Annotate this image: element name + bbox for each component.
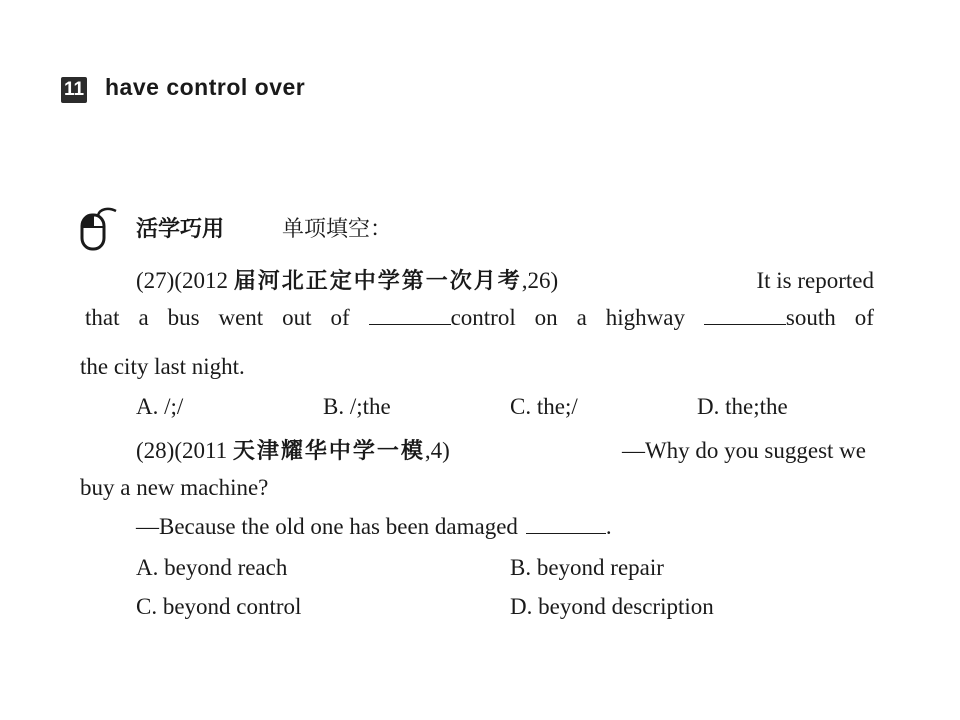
q27-word: a [576,305,587,330]
q27-word: of [854,305,874,330]
q27-num-suffix: ,26) [521,268,559,293]
answer-blank[interactable] [526,515,606,534]
option-d[interactable]: D. the;the [697,394,788,419]
option-d[interactable]: D. beyond description [510,594,714,619]
item-number-badge: 11 [61,77,87,103]
q28-text-a: —Why do you suggest we [621,438,866,463]
q28-period: . [605,514,612,539]
q27-word: bus [167,305,200,330]
q27-word: south [785,305,836,330]
option-c[interactable]: C. the;/ [510,394,578,419]
q28-num-suffix: ,4) [424,438,450,463]
q27-word: on [534,305,558,330]
q27-text-a: It is reported [756,268,874,293]
answer-blank[interactable] [369,306,451,325]
option-b[interactable]: B. /;the [323,394,391,419]
q27-word: out [282,305,312,330]
option-c[interactable]: C. beyond control [136,594,302,619]
q28-number: (28) [136,438,175,463]
q28-source: 天津耀华中学一模 [232,439,425,464]
q27-line-2 [85,305,874,331]
option-b[interactable]: B. beyond repair [510,555,664,580]
section-title: 活学巧用 [136,217,225,242]
option-a[interactable]: A. /;/ [136,394,184,419]
q27-word: highway [605,305,685,330]
q28-line-1 [136,434,866,465]
mouse-icon [78,205,118,251]
q28-year: (2011 [174,438,233,463]
q28-line-2: buy a new machine? [80,475,269,500]
q27-line-3: the city last night. [80,354,245,379]
q28-text-b: —Because the old one has been damaged [136,514,518,539]
q27-word: a [138,305,149,330]
answer-blank[interactable] [704,306,786,325]
q27-number: (27) [136,268,175,293]
q27-word: went [218,305,264,330]
q28-line-3 [136,514,612,540]
phrase-heading: have control over [105,74,306,100]
q27-word: that [85,305,120,330]
section-subtitle: 单项填空： [282,217,393,242]
q27-line-1 [136,264,874,295]
q27-word: control [450,305,516,330]
q27-word: of [330,305,350,330]
q27-year: (2012 [174,268,234,293]
q27-source: 届河北正定中学第一次月考 [233,269,522,294]
option-a[interactable]: A. beyond reach [136,555,288,580]
